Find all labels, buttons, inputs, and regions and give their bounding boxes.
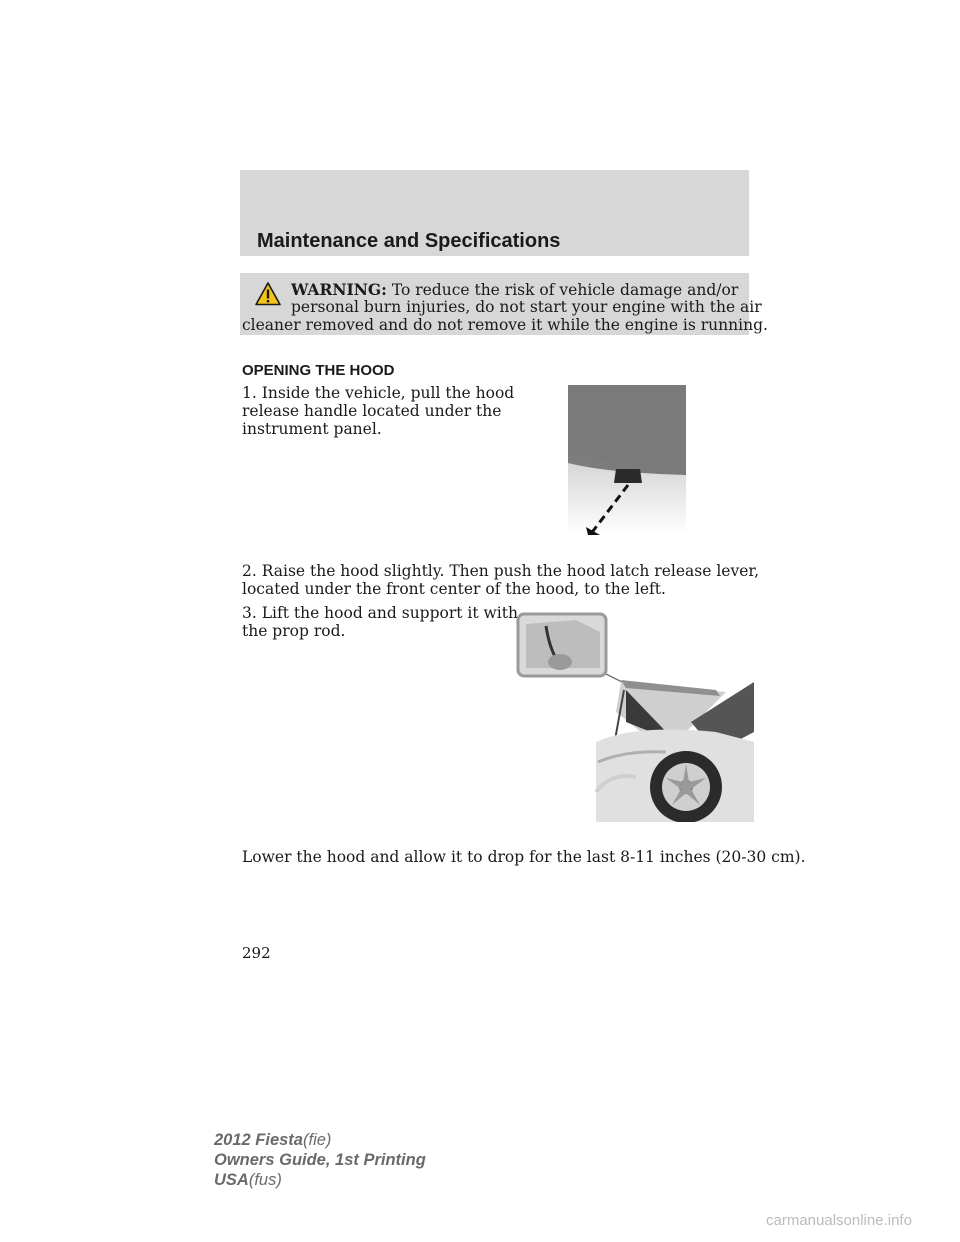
warning-line-2: personal burn injuries, do not start your engine with the air — [291, 298, 762, 316]
warning-line-3: cleaner removed and do not remove it while the engine is running. — [242, 316, 768, 334]
hood-prop-rod-image — [516, 612, 754, 822]
section-title: Maintenance and Specifications — [257, 230, 561, 252]
step2-line: 2. Raise the hood slightly. Then push the hood latch release lever, — [242, 562, 760, 580]
hood-release-handle-image — [568, 385, 686, 535]
step3-line: the prop rod. — [242, 622, 346, 640]
footer-line-1 — [214, 1131, 331, 1150]
warning-line-1 — [291, 280, 738, 300]
step1-line: instrument panel. — [242, 420, 382, 438]
closing-line: Lower the hood and allow it to drop for the last 8-11 inches (20-30 cm). — [242, 848, 806, 866]
footer-line-3 — [214, 1171, 282, 1190]
section-heading: OPENING THE HOOD — [242, 362, 395, 379]
step2-line: located under the front center of the hood, to the left. — [242, 580, 666, 598]
watermark: carmanualsonline.info — [766, 1212, 912, 1229]
warning-label: WARNING: — [291, 280, 387, 299]
warning-triangle-icon — [255, 282, 281, 306]
step1-line: release handle located under the — [242, 402, 502, 420]
step1-line: 1. Inside the vehicle, pull the hood — [242, 384, 515, 402]
footer-market: USA — [214, 1171, 249, 1189]
warning-text-1: To reduce the risk of vehicle damage and/or — [391, 281, 739, 299]
footer-model: 2012 Fiesta — [214, 1131, 303, 1149]
footer-market-code: (fus) — [248, 1171, 282, 1189]
footer-model-code: (fie) — [302, 1131, 332, 1149]
step3-line: 3. Lift the hood and support it with — [242, 604, 518, 622]
page-number: 292 — [242, 944, 271, 962]
footer-line-2: Owners Guide, 1st Printing — [214, 1151, 426, 1169]
